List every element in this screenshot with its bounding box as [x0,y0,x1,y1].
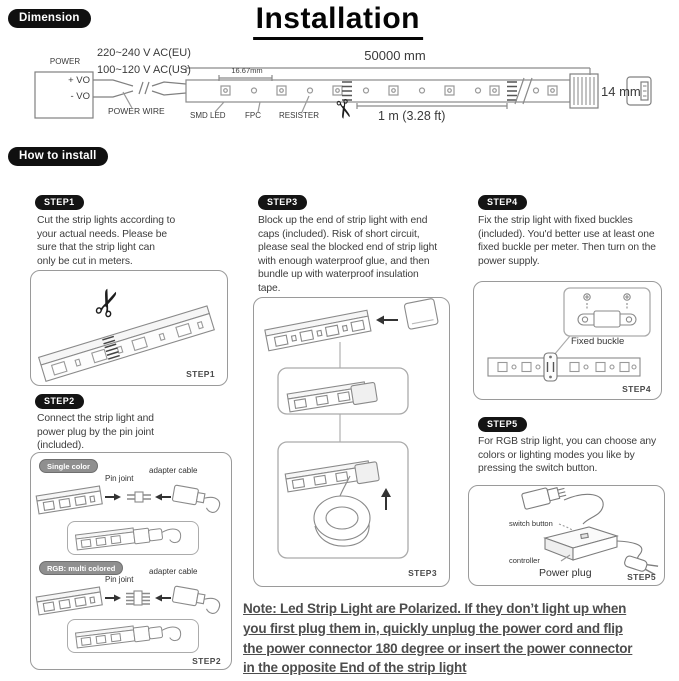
step4-badge [478,195,527,210]
step3-figure [253,297,450,587]
step3-instructions [258,214,437,295]
power-wires [93,80,186,108]
adapter-plug [171,485,221,513]
step4-figure [473,281,662,400]
screw-icon [624,294,630,310]
assembled-strip-graphic [68,522,197,553]
step3-line: bundle up with waterproof insulation [258,269,419,280]
how-to-install-badge-label: How to install [19,150,97,162]
controller-label: controller [509,556,540,565]
pin-joint-2pin [127,492,151,502]
note-line: Note: Led Strip Light are Polarized. If they don’t light up when [243,601,627,616]
step2-badge-label: STEP2 [44,396,75,406]
step4-figure-label: STEP4 [622,384,651,394]
strip-width-label: 14 mm [601,84,641,99]
step5-instructions [478,435,656,476]
step2-figure-label: STEP2 [192,656,221,666]
step5-badge [478,417,527,432]
fpc-label: FPC [245,111,261,120]
dimension-badge-label: Dimension [19,12,80,24]
step3-line: with enough waterproof glue, and then [258,255,430,267]
rgb-assembled-box [67,619,199,653]
single-color-connection-graphic [31,479,231,521]
adapter-cable-label: adapter cable [149,567,198,576]
buckle-detail [578,311,636,327]
step1-line: your actual needs. Please be [37,228,168,240]
step1-badge [35,195,84,210]
power-wire-label: POWER WIRE [108,106,165,116]
step2-line: (included). [37,440,84,451]
voltage-eu-label: 220~240 V AC(EU) [97,47,191,59]
step4-instructions [478,214,656,268]
step1-badge-label: STEP1 [44,197,75,207]
step3-badge-label: STEP3 [267,197,298,207]
step5-line: colors or lighting modes you like by [478,449,635,461]
strip-segment [36,587,102,615]
note-line: in the opposite End of the strip light [243,660,467,676]
pin-joint-label: Pin joint [105,575,134,584]
cut-unit-label: 1 m (3.28 ft) [378,109,446,123]
single-color-assembled-box [67,521,199,555]
single-color-badge-label: Single color [47,461,90,471]
voltage-us-label: 100~120 V AC(US) [97,64,191,76]
step1-line: only be cut in meters. [37,255,133,267]
switch-button [581,533,589,538]
led-strip [186,78,570,104]
arrow-left-icon [155,595,162,602]
resister-label: RESISTER [279,111,320,120]
step5-line: For RGB strip light, you can choose any [478,436,657,447]
step5-line: pressing the switch button. [478,463,598,474]
end-cap-taping-graphic [254,298,448,585]
capped-strip [287,380,377,415]
strip-segment [36,486,102,514]
fixed-buckle-graphic [474,282,660,398]
step5-figure-label: STEP5 [627,572,656,582]
switch-button-label: switch button [509,519,553,528]
step1-instructions [37,214,175,268]
step5-badge-label: STEP5 [487,419,518,429]
strip-segment [265,310,371,350]
step4-line: fixed buckle per meter. Then turn on the [478,242,656,253]
step3-line: please seal the blocked end of strip light [258,242,437,253]
single-color-badge [39,459,98,473]
step4-line: power supply. [478,255,540,267]
arrow-right-icon [114,595,121,602]
assembled-strip-graphic [68,620,197,651]
how-to-install-badge [8,147,108,166]
step1-line: Cut the strip lights according to [37,215,176,226]
step4-line: (included). You'd better use at least one [478,228,655,240]
step2-figure [30,452,232,670]
power-label: POWER [49,57,81,66]
dimension-badge [8,9,91,28]
note-line: you first plug them in, quickly unplug the power cord and flip [243,620,623,636]
step4-badge-label: STEP4 [487,197,518,207]
pin-joint-4pin [126,591,150,605]
capped-strip [285,460,379,495]
screw-icon [584,294,590,310]
rgb-connection-graphic [31,580,231,622]
step3-figure-label: STEP3 [408,568,437,578]
arrow-left-icon [155,494,162,501]
power-plug-label: Power plug [539,567,592,579]
arrow-up-icon [381,488,391,497]
strip-end-connector [570,74,598,108]
scissors-icon: ✂ [326,95,360,124]
end-cap [404,298,438,329]
step1-figure-label: STEP1 [186,369,215,379]
step2-instructions [37,412,154,453]
arrow-left-icon [376,316,384,325]
step2-line: Connect the strip light and [37,413,154,424]
led-pitch-label: 16.67mm [231,66,263,75]
step1-line: sure that the strip light can [37,242,155,253]
polarity-note [243,599,632,678]
step3-line: caps (included). Risk of short circuit, [258,228,420,240]
pin-joint-label: Pin joint [105,474,134,483]
adapter-plug [171,586,221,614]
rgb-multicolor-badge [39,561,123,575]
cutting-strip-graphic [31,271,227,384]
smd-led-label: SMD LED [190,111,226,120]
scissors-icon: ✂ [83,281,133,325]
step2-badge [35,394,84,409]
step3-line: tape. [258,282,281,294]
step4-line: Fix the strip light with fixed buckles [478,215,633,226]
step1-figure [30,270,228,386]
step3-badge [258,195,307,210]
total-length-label: 50000 mm [364,48,426,63]
fixed-buckle-label: Fixed buckle [571,336,625,347]
minus-vo-label: - VO [70,91,90,102]
step5-figure [468,485,665,586]
rgb-badge-label: RGB: multi colored [47,563,116,573]
plus-vo-label: + VO [68,75,90,86]
adapter-cable-label: adapter cable [149,466,198,475]
strip-connector [521,486,567,509]
step3-line: Block up the end of strip light with end [258,215,428,226]
arrow-right-icon [114,494,121,501]
controller-box [545,527,617,560]
strip-with-buckle [488,353,640,381]
note-line: the power connector 180 degree or insert the power connector [243,640,633,656]
page-title: Installation [253,2,423,40]
step2-line: power plug by the pin joint [37,426,154,438]
